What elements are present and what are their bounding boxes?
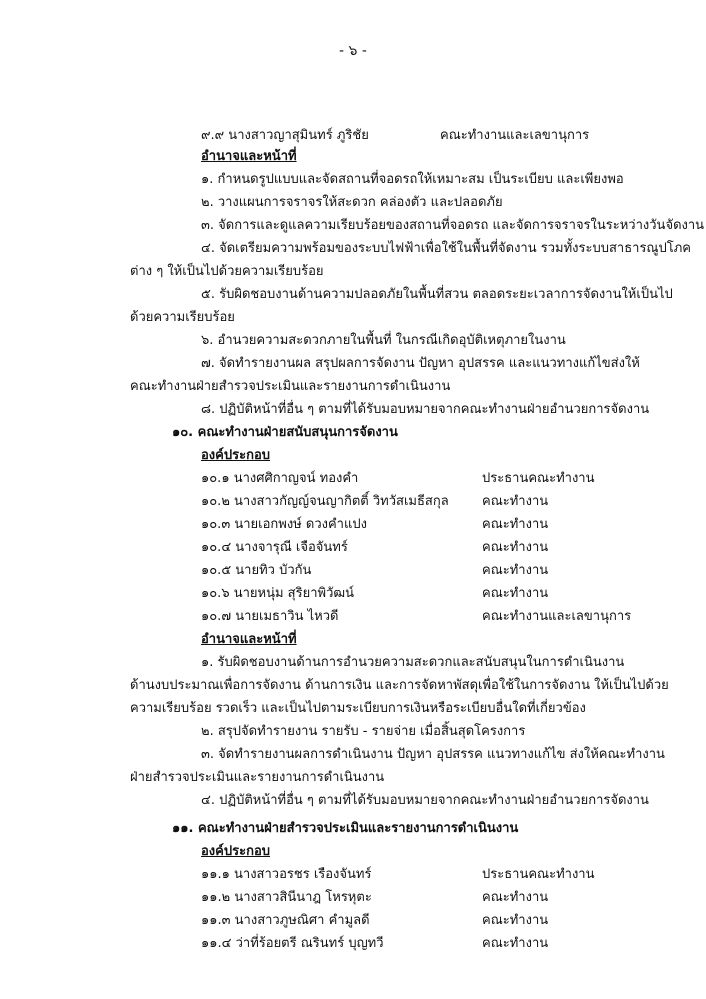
page-number: - ๖ - bbox=[339, 43, 367, 59]
member-name: ๑๐.๕ นายทิว บัวกัน bbox=[201, 563, 312, 578]
member-role: คณะทำงาน bbox=[482, 517, 549, 532]
composition-heading: องค์ประกอบ bbox=[201, 844, 270, 859]
duty-line: ๓. จัดทำรายงานผลการดำเนินงาน ปัญหา อุปสรรค แนวทางแก้ไข ส่งให้คณะทำงาน bbox=[201, 747, 665, 762]
duty-line: ๑. รับผิดชอบงานด้านการอำนวยความสะดวกและสนับสนุนในการดำเนินงาน bbox=[201, 655, 625, 670]
duty-line: ด้านงบประมาณเพื่อการจัดงาน ด้านการเงิน และการจัดหาพัสดุเพื่อใช้ในการจัดงาน ให้เป็นไปด้วย bbox=[130, 678, 669, 693]
member-role: คณะทำงานและเลขานุการ bbox=[440, 128, 590, 143]
member-name: ๑๑.๑ นางสาวอรชร เรืองจันทร์ bbox=[201, 867, 372, 882]
member-name: ๑๑.๓ นางสาวภูษณิศา คำมูลดี bbox=[201, 913, 370, 928]
duty-line: ๔. จัดเตรียมความพร้อมของระบบไฟฟ้าเพื่อใช้ในพื้นที่จัดงาน รวมทั้งระบบสาธารณูปโภค bbox=[201, 241, 691, 256]
member-name: ๑๐.๑ นางศศิกาญจน์ ทองคำ bbox=[201, 471, 359, 486]
duties-heading: อำนาจและหน้าที่ bbox=[201, 632, 297, 647]
duty-line: ความเรียบร้อย รวดเร็ว และเป็นไปตามระเบียบการเงินหรือระเบียบอื่นใดที่เกี่ยวข้อง bbox=[130, 701, 586, 716]
member-role: คณะทำงาน bbox=[482, 913, 549, 928]
member-role: คณะทำงาน bbox=[482, 540, 549, 555]
member-name: ๑๐.๗ นายเมธาวิน ไหวดี bbox=[201, 609, 339, 624]
member-role: คณะทำงาน bbox=[482, 936, 549, 951]
section-heading: ๑๑. คณะทำงานฝ่ายสำรวจประเมินและรายงานการดำเนินงาน bbox=[172, 821, 519, 836]
member-role: คณะทำงานและเลขานุการ bbox=[482, 609, 632, 624]
member-role: คณะทำงาน bbox=[482, 890, 549, 905]
member-role: ประธานคณะทำงาน bbox=[482, 867, 595, 882]
member-name: ๑๑.๒ นางสาวสินีนาฎ โหรหุตะ bbox=[201, 890, 372, 905]
duties-heading: อำนาจและหน้าที่ bbox=[201, 149, 297, 164]
duty-line: ต่าง ๆ ให้เป็นไปด้วยความเรียบร้อย bbox=[130, 264, 324, 279]
composition-heading: องค์ประกอบ bbox=[201, 448, 270, 463]
duty-line: ๓. จัดการและดูแลความเรียบร้อยของสถานที่จอดรถ และจัดการจราจรในระหว่างวันจัดงาน bbox=[201, 218, 705, 233]
member-role: คณะทำงาน bbox=[482, 563, 549, 578]
duty-line: ฝ่ายสำรวจประเมินและรายงานการดำเนินงาน bbox=[130, 770, 385, 785]
duty-line: ๘. ปฏิบัติหน้าที่อื่น ๆ ตามที่ได้รับมอบหมายจากคณะทำงานฝ่ายอำนวยการจัดงาน bbox=[201, 402, 650, 417]
duty-line: คณะทำงานฝ่ายสำรวจประเมินและรายงานการดำเนินงาน bbox=[130, 379, 451, 394]
duty-line: ด้วยความเรียบร้อย bbox=[130, 310, 235, 325]
duty-line: ๕. รับผิดชอบงานด้านความปลอดภัยในพื้นที่สวน ตลอดระยะเวลาการจัดงานให้เป็นไป bbox=[201, 287, 673, 302]
duty-line: ๗. จัดทำรายงานผล สรุปผลการจัดงาน ปัญหา อุปสรรค และแนวทางแก้ไขส่งให้ bbox=[201, 356, 640, 371]
duty-line: ๔. ปฏิบัติหน้าที่อื่น ๆ ตามที่ได้รับมอบหมายจากคณะทำงานฝ่ายอำนวยการจัดงาน bbox=[201, 793, 649, 808]
member-name: ๑๑.๔ ว่าที่ร้อยตรี ณรินทร์ บุญทวี bbox=[201, 936, 384, 951]
member-role: ประธานคณะทำงาน bbox=[482, 471, 595, 486]
member-name: ๑๐.๒ นางสาวกัญญ์จนญากิตติ์ วิทวัสเมธีสกุล bbox=[201, 494, 449, 509]
duty-line: ๖. อำนวยความสะดวกภายในพื้นที่ ในกรณีเกิดอุบัติเหตุภายในงาน bbox=[201, 333, 566, 348]
duty-line: ๒. วางแผนการจราจรให้สะดวก คล่องตัว และปลอดภัย bbox=[201, 195, 503, 210]
member-name: ๑๐.๖ นายหนุ่ม สุริยาพิวัฒน์ bbox=[201, 586, 354, 601]
member-role: คณะทำงาน bbox=[482, 586, 549, 601]
duty-line: ๑. กำหนดรูปแบบและจัดสถานที่จอดรถให้เหมาะสม เป็นระเบียบ และเพียงพอ bbox=[201, 172, 624, 187]
member-name: ๑๐.๓ นายเอกพงษ์ ดวงคำแปง bbox=[201, 517, 367, 532]
member-name: ๑๐.๔ นางจารุณี เจือจันทร์ bbox=[201, 540, 348, 555]
section-heading: ๑๐. คณะทำงานฝ่ายสนับสนุนการจัดงาน bbox=[172, 425, 398, 440]
member-name: ๙.๙ นางสาวญาสุมินทร์ ภูริชัย bbox=[201, 128, 369, 143]
duty-line: ๒. สรุปจัดทำรายงาน รายรับ - รายจ่าย เมื่อสิ้นสุดโครงการ bbox=[201, 724, 526, 739]
member-role: คณะทำงาน bbox=[482, 494, 549, 509]
